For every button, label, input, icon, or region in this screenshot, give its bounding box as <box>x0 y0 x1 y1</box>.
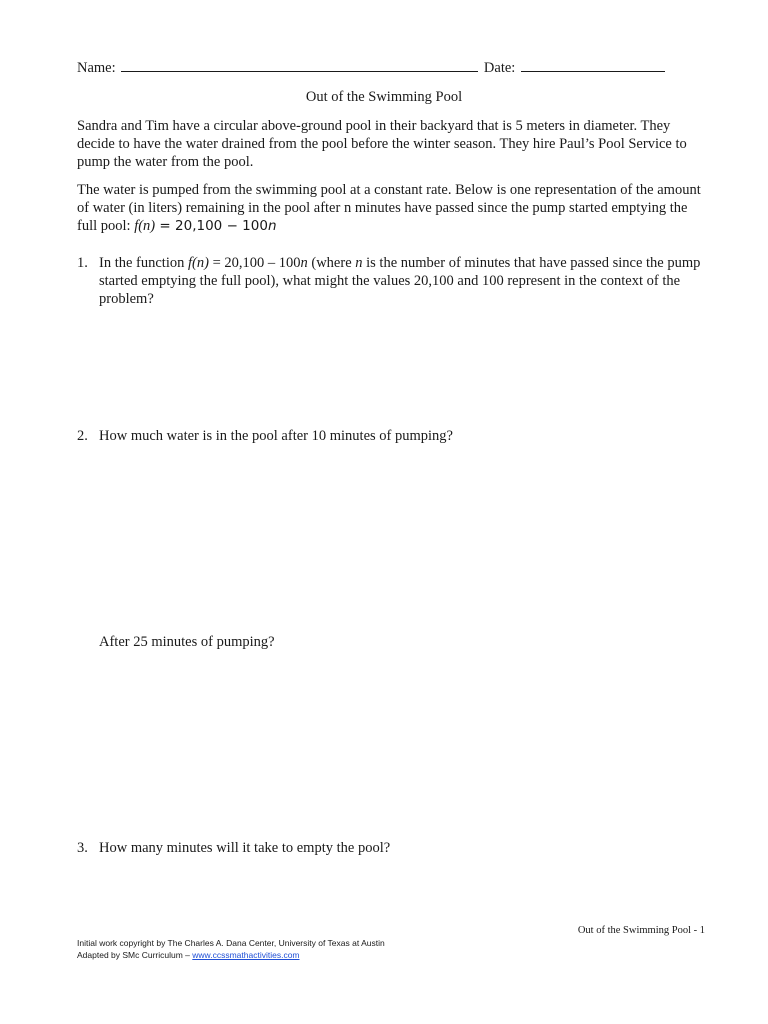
name-label: Name: <box>77 60 116 76</box>
question-number: 2. <box>77 428 88 444</box>
date-label: Date: <box>483 60 516 76</box>
question-1 <box>77 254 707 308</box>
curriculum-link[interactable]: www.ccssmathactivities.com <box>192 950 300 960</box>
function-paragraph <box>77 181 707 235</box>
question-text: How many minutes will it take to empty the pool? <box>99 840 391 856</box>
question-text: After 25 minutes of pumping? <box>99 634 275 650</box>
question-1-variable: n <box>300 255 308 271</box>
adapted-prefix: Adapted by SMc Curriculum – <box>77 950 193 960</box>
question-1-variable-2: n <box>355 255 363 271</box>
adapted-line <box>77 949 385 961</box>
footer-credits <box>77 937 385 961</box>
question-1-where: (where <box>307 255 356 271</box>
page-title: Out of the Swimming Pool <box>305 89 463 105</box>
question-1-equation: = 20,100 – 100 <box>208 255 301 271</box>
name-blank[interactable] <box>121 58 478 72</box>
question-2 <box>77 427 707 445</box>
intro-paragraph: Sandra and Tim have a circular above-ground pool in their backyard that is 5 meters in diameter. They decide to have the water drained from the pool before the winter season. They hire Paul’s Pool Service to pump the water from the pool. <box>77 118 687 170</box>
question-number: 3. <box>77 840 88 856</box>
question-1-post: is the number of minutes that have passed since the pump started emptying the full pool), what might the values 20,100 and 100 represent in the context of the problem? <box>99 255 701 307</box>
question-3 <box>77 839 707 857</box>
function-paragraph-text: The water is pumped from the swimming pool at a constant rate. Below is one representation of the amount of water (in liters) remaining in the pool after n minutes have passed since the pump started emptying the full pool: <box>77 182 701 234</box>
copyright-line: Initial work copyright by The Charles A. Dana Center, University of Texas at Austin <box>77 938 385 948</box>
date-blank[interactable] <box>521 58 665 72</box>
question-2-part-b <box>77 633 707 651</box>
function-name: f(n) <box>134 218 156 234</box>
question-text <box>99 254 707 308</box>
function-variable: n <box>267 218 277 234</box>
question-text: How much water is in the pool after 10 minutes of pumping? <box>99 428 453 444</box>
question-1-function: f(n) <box>188 255 209 271</box>
name-date-line <box>77 58 667 77</box>
page-footer-label: Out of the Swimming Pool - 1 <box>577 925 705 936</box>
question-number: 1. <box>77 255 88 271</box>
question-1-pre: In the function <box>99 255 188 271</box>
function-equation: = 20,100 − 100 <box>155 218 268 234</box>
